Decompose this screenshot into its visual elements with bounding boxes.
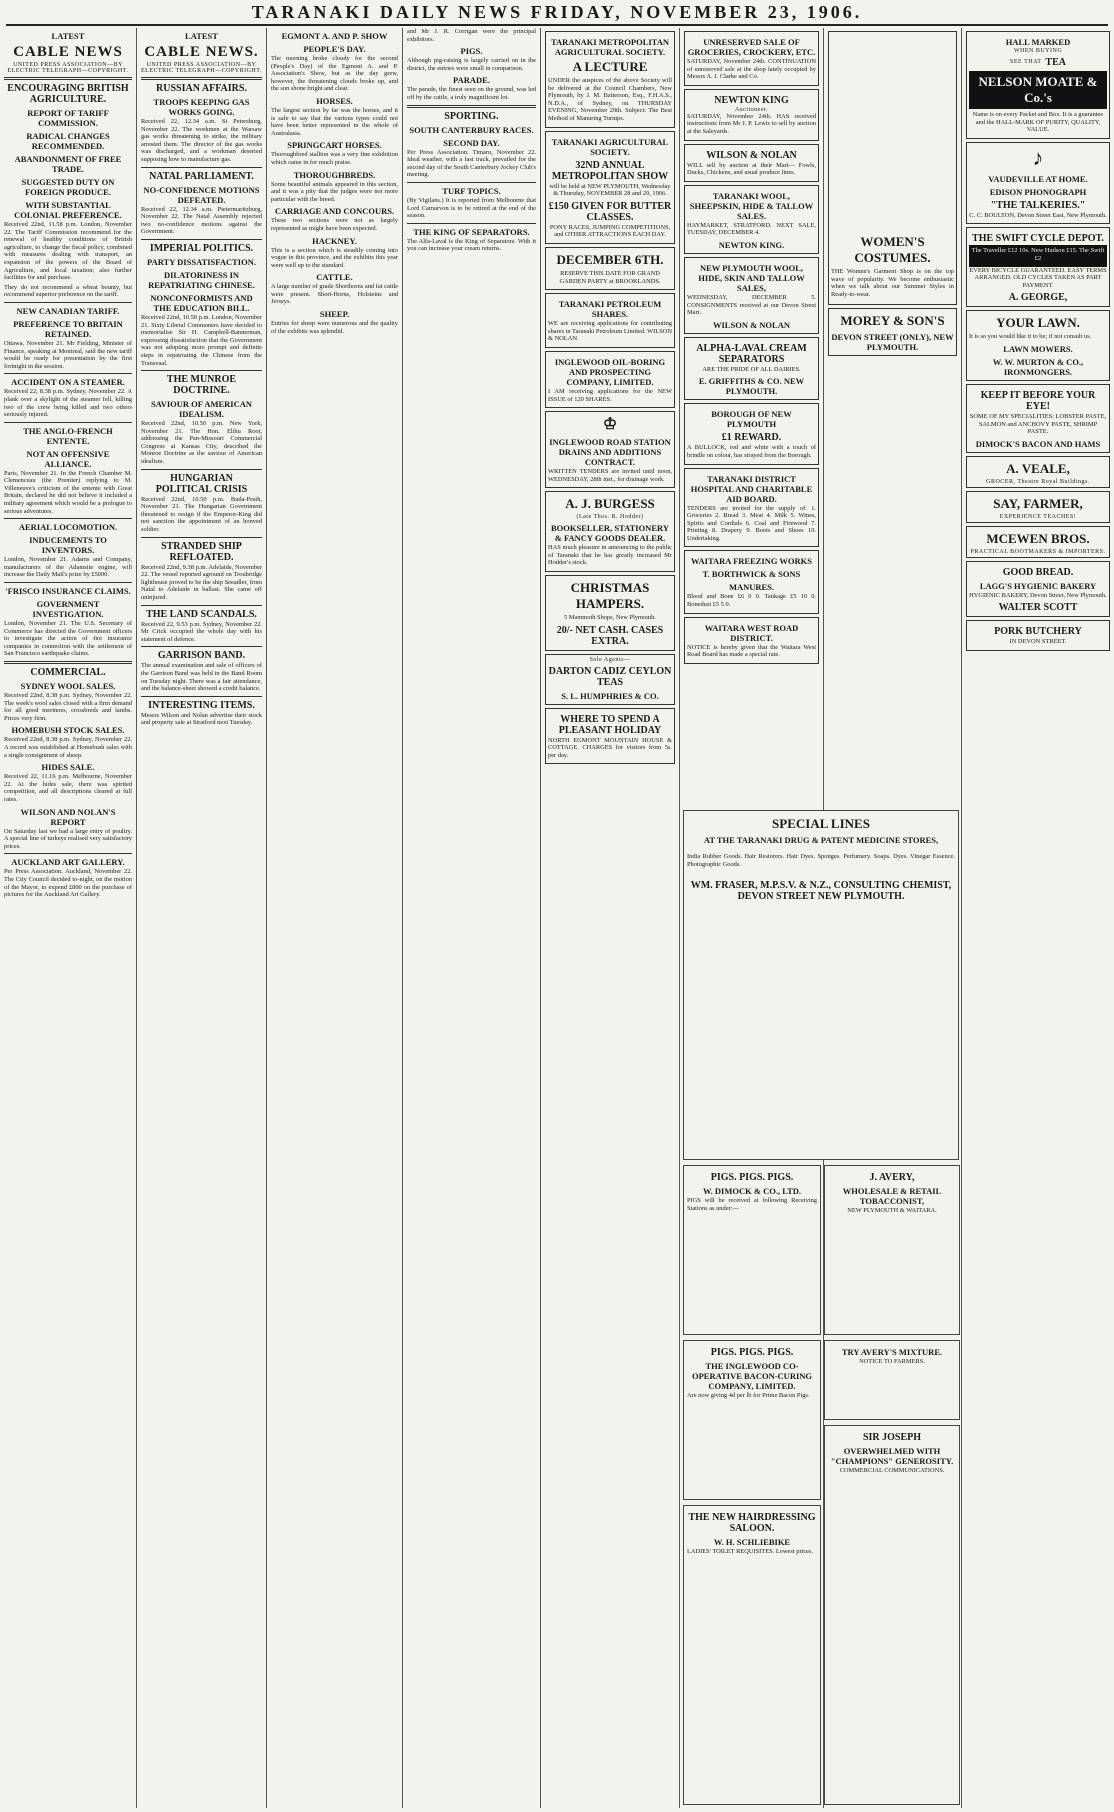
ad-subtitle: W. DIMOCK & CO., LTD.	[702, 1186, 802, 1196]
ad-title: J. AVERY,	[869, 1172, 915, 1183]
ad-signature: WILSON & NOLAN	[713, 319, 790, 330]
subhead: RADICAL CHANGES RECOMMENDED.	[26, 131, 110, 151]
headline: INTERESTING ITEMS.	[148, 699, 255, 711]
agency-line: UNITED PRESS ASSOCIATION—BY ELECTRIC TELEGRAPH—COPYRIGHT.	[7, 62, 129, 74]
article-paragraph: Received 22, 12.34 a.m. Pietermaritzburg, November 22. The Natal Assembly rejected two no-confidence motions against the Government.	[141, 205, 262, 236]
headline: IMPERIAL POLITICS.	[149, 242, 254, 254]
ad-body: LADIES' TOILET REQUISITES. Lowest prices.	[687, 1548, 814, 1555]
subhead: HOMEBUSH STOCK SALES.	[11, 725, 125, 736]
subhead: TROOPS KEEPING GAS WORKS GOING.	[153, 97, 250, 117]
article-paragraph: Received 22, 12.34 a.m. St Petersburg, November 22. The workmen at the Warsaw gas works threatening to strike, the military arrested them. The director of the gas works was discharged, and a workman deserted supposing how to manufacture gas.	[141, 118, 262, 163]
ad-title: CHRISTMAS HAMPERS.	[570, 580, 650, 612]
article-paragraph: Per Press Association. Auckland, November 22. The City Council decided to-night, on the motion of the Mayor, to expend £800 on the purchase of pictures for the Auckland Art Gallery.	[4, 868, 132, 899]
ad-heading: Sole Agents—	[589, 656, 631, 663]
article-paragraph: Received 22nd, 9.38 p.m. Adelaide, November 22. The vessel reported aground on Troubridge lighthouse proved to be the ship Seeadler, from Natal to Adelaide in ballast. She came off uninjured.	[141, 563, 262, 601]
subhead: WITH SUBSTANTIAL COLONIAL PREFERENCE.	[14, 200, 122, 220]
headline: 'FRISCO INSURANCE CLAIMS.	[5, 586, 131, 597]
ad-subtitle: THE INGLEWOOD CO-OPERATIVE BACON-CURING COMPANY, LIMITED.	[691, 1361, 813, 1391]
subhead: CARRIAGE AND CONCOURS.	[274, 206, 395, 217]
ad-heading: TARANAKI DISTRICT HOSPITAL AND CHARITABLE AID BOARD.	[690, 473, 813, 504]
ad-title: NEWTON KING	[714, 94, 789, 106]
ad-signature: W. W. MURTON & CO., IRONMONGERS.	[992, 356, 1084, 377]
ad-body: C. C. BOULTON, Devon Street East, New Plymouth.	[969, 211, 1107, 219]
subhead: SHEEP.	[319, 309, 350, 320]
subhead: HIDES SALE.	[41, 762, 95, 773]
ad-subtitle: GROCER, Theatre Royal Buildings.	[986, 478, 1090, 485]
article-paragraph: Received 22nd, 8.38 p.m. Sydney, November 22. A record was established at Homebush sales with a single consignment of sheep.	[4, 736, 132, 759]
masthead-title: TARANAKI DAILY NEWS FRIDAY, NOVEMBER 23, 1906.	[251, 2, 863, 22]
holiday-ad	[545, 708, 675, 765]
pigs-inglewood-ad	[683, 1340, 821, 1500]
ad-title: A. J. BURGESS	[565, 496, 655, 512]
ad-body: EVERY BICYCLE GUARANTEED. EASY TERMS ARRANGED. OLD CYCLES TAKEN AS PART PAYMENT.	[969, 266, 1107, 289]
wool-sales-ad	[684, 185, 819, 254]
ad-heading: UNRESERVED SALE OF GROCERIES, CROCKERY, ETC.	[687, 37, 816, 57]
column-4	[403, 28, 541, 1808]
ad-title: WILSON & NOLAN	[706, 149, 797, 161]
ad-subtitle: LAWN MOWERS.	[1003, 343, 1073, 354]
oil-boring-ad	[545, 351, 675, 408]
article-paragraph: A large number of grade Shorthorns and fat cattle were present. Short-Horns, Holsteins and Jerseys.	[271, 283, 398, 306]
subhead: SPRINGCART HORSES.	[287, 140, 382, 151]
tea-ad	[545, 654, 675, 705]
article-paragraph: Entries for sheep were numerous and the quality of the exhibits was splendid.	[271, 320, 398, 335]
column-2	[137, 28, 267, 1808]
ad-body: PONY RACES, JUMPING COMPETITIONS, and OTHER ATTRACTIONS EACH DAY.	[549, 223, 671, 239]
ad-body: 5 Mammoth Shops, New Plymouth.	[564, 614, 656, 622]
sir-joseph-ad	[824, 1425, 960, 1805]
bread-ad	[966, 561, 1110, 618]
ad-title: WHERE TO SPEND A PLEASANT HOLIDAY	[558, 713, 662, 736]
phonograph-ad	[966, 142, 1110, 225]
subhead: SUGGESTED DUTY ON FOREIGN PRODUCE.	[21, 177, 115, 197]
ad-title: SAY, FARMER,	[993, 495, 1083, 511]
ad-body: SATURDAY, November 24th. HAS received instructions from Mr J. P. Lewis to sell by auction at the Saleyards.	[687, 112, 816, 135]
article-paragraph: Messrs Wilson and Nolan advertise their stock and property sale at Stratford next Tuesday.	[141, 711, 262, 727]
article-paragraph: This is a section which is steadily coming into vogue in this province, and the exhibits this year were well up to the standard.	[271, 246, 398, 269]
ad-price: 20/- NET CASH. CASES EXTRA.	[556, 624, 664, 647]
headline: ACCIDENT ON A STEAMER.	[11, 377, 125, 388]
ad-body: WEDNESDAY, DECEMBER 5. CONSIGNMENTS received at our Devon Street Mart.	[687, 293, 816, 317]
subhead: PARTY DISSATISFACTION.	[147, 256, 256, 267]
ad-title: GOOD BREAD.	[1002, 566, 1074, 578]
drains-contract-ad	[545, 411, 675, 488]
ad-subtitle: OVERWHELMED WITH "CHAMPIONS" GENEROSITY.	[830, 1446, 954, 1466]
article-paragraph: They do not recommend a wheat bounty, but recommend superior preference on the tariff.	[4, 283, 132, 299]
farmer-ad	[966, 491, 1110, 523]
latest-label: LATEST	[185, 31, 218, 41]
article-paragraph: London, November 21. The U.S. Secretary of Commerce has directed the Government officers to investigate the action of fire insurance companies in connection with the settlement of San Francisco earthquake claims.	[4, 620, 132, 658]
reward-ad	[684, 403, 819, 464]
ad-body: THE Women's Garment Shop is on the top wave of popularity. We become enthusiastic when we talk about our Summer Styles in Ready-to-wear.	[831, 268, 954, 298]
subhead: SYDNEY WOOL SALES.	[20, 681, 116, 691]
petroleum-ad	[545, 293, 675, 348]
freezing-works-ad	[684, 550, 819, 613]
ad-body: SOME OF MY SPECIALITIES: LOBSTER PASTE, SALMON and ANCHOVY PASTE, SHRIMP PASTE.	[969, 412, 1107, 436]
ad-subtitle: WHOLESALE & RETAIL TOBACCONIST,	[842, 1186, 942, 1206]
subhead: THE KING OF SEPARATORS.	[413, 226, 530, 237]
ad-title: KEEP IT BEFORE YOUR EYE!	[980, 389, 1096, 412]
ad-subtitle: PRACTICAL BOOTMAKERS & IMPORTERS.	[970, 548, 1106, 555]
ad-signature: WALTER SCOTT	[998, 602, 1078, 614]
ad-title: MCEWEN BROS.	[986, 530, 1090, 546]
ad-title: WOMEN'S COSTUMES.	[854, 234, 931, 265]
article-paragraph: Received 22nd, 8.38 p.m. Sydney, November 22. The week's wool sales closed with a firm demand for all good merinoes, crossbreds and lambs. Prices very firm.	[4, 692, 132, 722]
ad-signature: E. GRIFFITHS & CO. NEW PLYMOUTH.	[698, 376, 805, 397]
ad-body: Blood and Bone £6 0 0. Tankage £5 10 0. Bonedust £5 5 0.	[687, 593, 816, 609]
subhead: NONCONFORMISTS AND THE EDUCATION BILL.	[150, 292, 253, 313]
ad-body: A BULLOCK, red and white with a touch of brindle on colour, has strayed from the Borough.	[687, 444, 816, 459]
article-paragraph: Received 22, 11.16 p.m. Melbourne, November 22. At the hides sale, there was spirited competition, and all descriptions cleared at full rates.	[4, 773, 132, 803]
subhead: SOUTH CANTERBURY RACES.	[409, 124, 534, 135]
ad-body: NOTICE is hereby given that the Waitara West Road Board has made a special rate.	[687, 643, 816, 659]
subhead: HORSES.	[316, 95, 353, 106]
ad-body: TENDERS are invited for the supply of: 1. Groceries 2. Bread 3. Meat 4. Milk 5. Wines, Spirits and Cordials 6. Coal and Firewood 7. Printing 8. Drapery 9. Boots and Shoes 10. Undertaking.	[687, 504, 816, 542]
lawn-ad	[966, 310, 1110, 381]
article-paragraph: London, November 21. Adams and Company, manufacturers of the Adamsite engine, will increase the Daily Mail's prize by £5000.	[4, 556, 132, 579]
ad-title: WAITARA WEST ROAD DISTRICT.	[704, 622, 799, 643]
mcewen-ad	[966, 526, 1110, 558]
article-paragraph: and Mr J. R. Corrigan were the principal exhibitors.	[407, 28, 536, 43]
section-title: CABLE NEWS.	[144, 44, 259, 60]
ad-subtitle: T. BORTHWICK & SONS	[702, 569, 801, 580]
ad-signature: DIMOCK'S BACON AND HAMS	[975, 438, 1101, 449]
ad-title: YOUR LAWN.	[996, 315, 1080, 331]
ad-signature: WM. FRASER, M.P.S.V. & N.Z., CONSULTING CHEMIST, DEVON STREET NEW PLYMOUTH.	[690, 880, 952, 903]
column-1	[0, 28, 137, 1808]
ad-title: NEW PLYMOUTH WOOL, HIDE, SKIN AND TALLOW SALES,	[698, 262, 805, 293]
groceries-sale-ad	[684, 31, 819, 86]
ad-body: HAS much pleasure in announcing to the public of Taranaki that he has greatly increased Mr Hodder's stock.	[548, 544, 672, 567]
hampers-ad	[545, 575, 675, 651]
article-paragraph: The largest section by far was the horses, and it is safe to say that the various types could not have been better represented in the whole of Australasia.	[271, 106, 398, 137]
ad-subtitle: DEVON STREET (ONLY), NEW PLYMOUTH.	[831, 332, 954, 353]
wilson-nolan-ad	[684, 144, 819, 182]
ad-heading: INGLEWOOD OIL-BORING AND PROSPECTING COMPANY, LIMITED.	[554, 356, 666, 387]
ad-subtitle: "THE TALKERIES."	[990, 199, 1086, 211]
article-paragraph: Paris, November 21. In the French Chamber M. Clemenceau (the Premier) replying to M. Villeneuve's criticism of the entente with Great Britain, declared he did not believe it included a military agreement which would be a prologue to serious adventures.	[4, 469, 132, 515]
ad-heading: TARANAKI METROPOLITAN AGRICULTURAL SOCIETY.	[551, 37, 669, 57]
garden-party-ad	[545, 247, 675, 290]
ad-tea: TEA	[1045, 57, 1066, 68]
avery-mixture-ad	[824, 1340, 960, 1420]
article-paragraph: Ottawa, November 21. Mr Fielding, Minister of Finance, speaking at Montreal, said the new tariff would be ready for presentation by the first fortnight in the session.	[4, 339, 132, 370]
subhead: WILSON AND NOLAN'S REPORT	[20, 806, 116, 827]
subhead: REPORT OF TARIFF COMMISSION.	[27, 108, 109, 128]
ad-title: SPECIAL LINES	[772, 816, 870, 831]
ad-body: S. L. HUMPHRIES & CO.	[561, 690, 659, 701]
ad-title: A. VEALE,	[1006, 460, 1070, 476]
subhead: CATTLE.	[316, 272, 353, 283]
ad-title: PORK BUTCHERY	[994, 626, 1082, 638]
subhead: PEOPLE'S DAY.	[303, 44, 366, 54]
ad-body: India Rubber Goods. Hair Restorers. Hair Dyes. Sponges. Perfumery. Soaps. Dyes. Vinegar Essence. Photographic Goods.	[687, 853, 955, 868]
headline: EGMONT A. AND P. SHOW	[281, 31, 388, 41]
article-paragraph: The Alfa-Laval is the King of Separators. With it you can increase your cream returns.	[407, 237, 536, 253]
article-paragraph: The annual examination and sale of officers of the Garrison Band was held in the Band Room on Tuesday night. There was a fair attendance, and the balance-sheet showed a credit balance.	[141, 662, 262, 693]
ad-body: UNDER the auspices of the above Society will be delivered at the Council Chambers, New Plymouth, by J. M. Batterson, Esq., F.H.A.S., N.D.A., of Sydney, on THURSDAY EVENING, November 29th. Subject: The Best Method of Manuring Turnips.	[548, 77, 672, 122]
ad-heading: VAUDEVILLE AT HOME.	[988, 173, 1088, 184]
agency-line: UNITED PRESS ASSOCIATION—BY ELECTRIC TELEGRAPH—COPYRIGHT.	[141, 62, 262, 74]
ad-subtitle: W. H. SCHLIEBIKE	[713, 1537, 791, 1547]
ad-body: It is so you would like it to be; if not consult us.	[969, 333, 1092, 341]
ad-heading: INGLEWOOD ROAD STATION DRAINS AND ADDITIONS CONTRACT.	[549, 437, 671, 468]
headline: THE ANGLO-FRENCH ENTENTE.	[23, 425, 113, 446]
ad-title: ALPHA-LAVAL CREAM SEPARATORS	[696, 342, 807, 365]
ad-prices: The Traveller £12 10s. New Hudson £15. The Swift £2	[971, 247, 1105, 262]
ad-heading: TARANAKI PETROLEUM SHARES.	[558, 299, 662, 320]
article-paragraph: Received 22nd, 11.58 p.m. London, November 22. The Tariff Commission recommend for the renewal of healthy conditions of British agriculture, to change the fiscal policy, combined with measures dealing with transport, an expansion of the powers of the Board of Agriculture, and local taxation; also further facilities for and purchase.	[4, 221, 132, 282]
article-paragraph: (By Vigilans.) It is reported from Melbourne that Lord Carnarvon is to be retired at the end of the season.	[407, 196, 536, 220]
article-paragraph: Thoroughbred stallion was a very fine exhibition which came in for much praise.	[271, 151, 398, 166]
headline: GARRISON BAND.	[157, 650, 246, 662]
headline: NATAL PARLIAMENT.	[149, 170, 254, 182]
ad-title: PIGS. PIGS. PIGS.	[710, 1172, 794, 1183]
masthead	[6, 2, 1108, 26]
ad-body: HAYMARKET, STRATFORD. NEXT SALE, TUESDAY, DECEMBER 4.	[687, 221, 816, 237]
ad-body: Name is on every Packet and Box. It is a guarantee and the HALL-MARK OF PURITY, QUALITY, VALUE.	[972, 111, 1104, 134]
road-district-ad	[684, 617, 819, 664]
ad-body: COMMERCIAL COMMUNICATIONS.	[839, 1467, 945, 1474]
article-paragraph: Some beautiful animals appeared in this section, and it was a pity that the judges were not more particular with the breed.	[271, 180, 398, 203]
article-paragraph: On Saturday last we had a large entry of poultry. A special line of turkeys realised very satisfactory prices.	[4, 827, 132, 850]
specialities-ad	[966, 384, 1110, 453]
ad-body: NORTH EGMONT MOUNTAIN HOUSE & COTTAGE. CHARGES for visitors from 5s. per day.	[548, 736, 672, 759]
ad-title: 32ND ANNUAL METROPOLITAN SHOW	[551, 159, 669, 182]
subhead: HACKNEY.	[312, 235, 357, 246]
pork-butchery-ad	[966, 620, 1110, 651]
headline: THE MUNROE DOCTRINE.	[166, 374, 237, 397]
ad-title: DARTON CADIZ CEYLON TEAS	[548, 665, 672, 688]
ad-subtitle: LAGG'S HYGIENIC BAKERY	[979, 580, 1097, 591]
column-8	[962, 28, 1114, 1808]
veale-ad	[966, 456, 1110, 488]
section-title: CABLE NEWS	[13, 44, 123, 60]
subhead: PARADE.	[453, 75, 490, 86]
article-paragraph: Received 22nd, 10.50 p.m. New York, November 21. The Hon. Elihu Root, addressing the Pan-Missouri Commercial Congress at Kansas City, described the Monroe Doctrine as the saviour of American idealism.	[141, 420, 262, 466]
np-wool-ad	[684, 257, 819, 334]
ad-body: I AM receiving applications for the NEW ISSUE of 120 SHARES.	[548, 387, 672, 403]
ad-heading: TARANAKI AGRICULTURAL SOCIETY.	[551, 136, 669, 157]
newton-king-ad	[684, 89, 819, 141]
ad-title: MOREY & SON'S	[840, 313, 945, 329]
special-lines-ad	[683, 810, 959, 1160]
ad-title: THE SWIFT CYCLE DEPOT.	[972, 233, 1104, 245]
ad-title: PIGS. PIGS. PIGS.	[710, 1347, 794, 1358]
subhead: SAVIOUR OF AMERICAN IDEALISM.	[150, 399, 253, 420]
subhead: NOT AN OFFENSIVE ALLIANCE.	[26, 448, 110, 469]
headline: AUCKLAND ART GALLERY.	[11, 857, 125, 868]
ad-body: NEW PLYMOUTH & WAITARA.	[847, 1207, 937, 1214]
headline: SPORTING.	[444, 110, 499, 122]
article-paragraph: Received 22, 9.53 p.m. Sydney, November 22. Mr Crick occupied the whole day with his statement of defence.	[141, 620, 262, 643]
headline: HUNGARIAN POLITICAL CRISIS	[155, 472, 248, 495]
article-paragraph: The parade, the finest seen on the ground, was led off by the cattle, a truly magnificent lot.	[407, 86, 536, 101]
ad-subtitle: AT THE TARANAKI DRUG & PATENT MEDICINE STORES,	[703, 835, 939, 845]
royal-crest-icon: ♔	[602, 416, 618, 434]
headline: STRANDED SHIP REFLOATED.	[161, 540, 242, 563]
headline: AERIAL LOCOMOTION.	[18, 522, 118, 533]
article-paragraph: Received 22, 8.38 p.m. Sydney, November 22. A plank over a skylight of the steamer fell, killing two of the crew being killed and two others seriously injured.	[4, 388, 132, 419]
subhead: TURF TOPICS.	[442, 185, 501, 196]
nelson-moate-logo: NELSON MOATE & Co.'s	[969, 71, 1107, 109]
lecture-ad	[545, 31, 675, 128]
phonograph-icon: ♪	[1032, 144, 1044, 170]
ad-body: IN DEVON STREET.	[1009, 638, 1067, 646]
subhead: NO-CONFIDENCE MOTIONS DEFEATED.	[143, 184, 260, 205]
morey-ad	[828, 308, 957, 356]
article-paragraph: Although pig-raising is largely carried on in the district, the entries were small in comparison.	[407, 57, 536, 72]
subhead: SECOND DAY.	[443, 137, 500, 148]
ad-body: WRITTEN TENDERS are invited until noon, WEDNESDAY, 28th inst., for drainage work.	[548, 468, 672, 483]
headline: COMMERCIAL.	[30, 667, 106, 678]
subhead: PIGS.	[460, 46, 483, 57]
separator-ad	[684, 337, 819, 401]
ad-title: A LECTURE	[572, 59, 648, 74]
latest-label: LATEST	[51, 31, 85, 41]
subhead: PREFERENCE TO BRITAIN RETAINED.	[13, 318, 123, 339]
ad-prize: £150 GIVEN FOR BUTTER CLASSES.	[548, 200, 672, 223]
headline: RUSSIAN AFFAIRS.	[156, 83, 247, 94]
ad-heading: BOOKSELLER, STATIONERY & FANCY GOODS DEALER.	[551, 523, 669, 544]
pigs-dimock-ad	[683, 1165, 821, 1335]
ad-body: will be held at NEW PLYMOUTH, Wednesday & Thursday, NOVEMBER 28 and 29, 1906.	[549, 182, 671, 198]
column-3	[267, 28, 403, 1808]
ad-title: £1 REWARD.	[721, 432, 782, 444]
ad-body: HYGIENIC BAKERY, Devon Street, New Plymouth.	[969, 591, 1107, 599]
cycle-ad	[966, 227, 1110, 307]
hospital-tenders-ad	[684, 468, 819, 548]
burgess-ad	[545, 491, 675, 572]
article-paragraph: Per Press Association. Timaru, November 22. Ideal weather, with a fast track, prevailed for the second day of the South Canterbury Jockey Club's meeting.	[407, 148, 536, 179]
subhead: GOVERNMENT INVESTIGATION.	[32, 599, 104, 620]
hairdressing-ad	[683, 1505, 821, 1805]
subhead: DILATORINESS IN REPATRIATING CHINESE.	[148, 269, 255, 290]
article-paragraph: The morning broke cloudy for the second (People's Day) of the Egmont A. and P. Association's Show, but as the day grew, however, the threatening clouds broke up, and the sun shone bright and clear.	[271, 55, 398, 93]
subhead: INDUCEMENTS TO INVENTORS.	[29, 535, 107, 556]
ad-signature: A. GEORGE,	[1008, 292, 1068, 304]
ad-heading: MANURES.	[728, 582, 775, 593]
ad-title: THE NEW HAIRDRESSING SALOON.	[688, 1512, 816, 1534]
ad-heading: BOROUGH OF NEW PLYMOUTH	[711, 409, 792, 430]
ad-body: RESERVE THIS DATE FOR GRAND GARDEN PARTY at BROOKLANDS.	[559, 269, 661, 285]
ad-see-that: SEE THAT	[1010, 58, 1042, 65]
avery-ad	[824, 1165, 960, 1335]
costumes-ad	[828, 31, 957, 305]
headline: THE LAND SCANDALS.	[146, 608, 257, 620]
subhead: THOROUGHBREDS.	[293, 169, 376, 180]
ad-subtitle: (Late Thos. R. Hodder)	[576, 514, 644, 521]
ad-body: WILL sell by auction at their Mart— Fowls, Ducks, Chickens, and usual produce lines.	[687, 161, 816, 177]
subhead: ABANDONMENT OF FREE TRADE.	[14, 154, 122, 174]
show-ad	[545, 131, 675, 244]
ad-signature: NEWTON KING.	[718, 239, 785, 250]
ad-body: SATURDAY, November 24th. CONTINUATION of unreserved sale at the shop lately occupied by Messrs A. J. Clarke and Co.	[687, 58, 816, 81]
ad-title: TRY AVERY'S MIXTURE.	[841, 1347, 943, 1357]
ad-body: PIGS will be received at following Receiving Stations as under:—	[687, 1197, 817, 1212]
ad-title: DECEMBER 6TH.	[556, 251, 664, 267]
ad-title: EDISON PHONOGRAPH	[989, 186, 1087, 197]
ad-subtitle: EXPERIENCE TEACHES!	[999, 513, 1077, 520]
ad-body: ARE THE PRIDE OF ALL DAIRIES.	[702, 365, 801, 373]
headline: NEW CANADIAN TARIFF.	[16, 305, 120, 316]
article-paragraph: Received 22nd, 10.50 p.m. London, November 21. Sixty Liberal Commoners have decided to memorialise Sir H. Campbell-Bannerman, expressing dissatisfaction that the Government was not adopting more prompt and definite steps in repatriating the Chinese from the Transvaal.	[141, 313, 262, 367]
article-paragraph: Received 22nd, 10.50 p.m. Buda-Pesth, November 21. The Hungarian Government threatened to resign if the Emperor-King did not sanction the appointment of an honved soldier.	[141, 495, 262, 534]
ad-subtitle: WHEN BUYING	[1013, 48, 1063, 54]
article-paragraph: These two sections were not as largely represented as might have been expected.	[271, 217, 398, 232]
ad-title: SIR JOSEPH	[862, 1432, 922, 1443]
headline: ENCOURAGING BRITISH AGRICULTURE.	[7, 83, 129, 105]
ad-body: WE are receiving applications for contributing shares in Taranaki Petroleum Limited. WILSON & NOLAN.	[548, 320, 672, 343]
ad-body: Are now giving 4d per lb for Prime Bacon Pigs.	[687, 1392, 810, 1399]
ad-body: NOTICE TO FARMERS.	[859, 1358, 925, 1365]
ad-title: WAITARA FREEZING WORKS	[690, 556, 813, 567]
ad-title: TARANAKI WOOL, SHEEPSKIN, HIDE & TALLOW SALES.	[689, 190, 814, 221]
column-5	[541, 28, 680, 1808]
ad-subtitle: Auctioneer.	[734, 106, 769, 113]
nelson-tea-ad	[966, 31, 1110, 139]
ad-heading: HALL MARKED	[1005, 37, 1071, 47]
